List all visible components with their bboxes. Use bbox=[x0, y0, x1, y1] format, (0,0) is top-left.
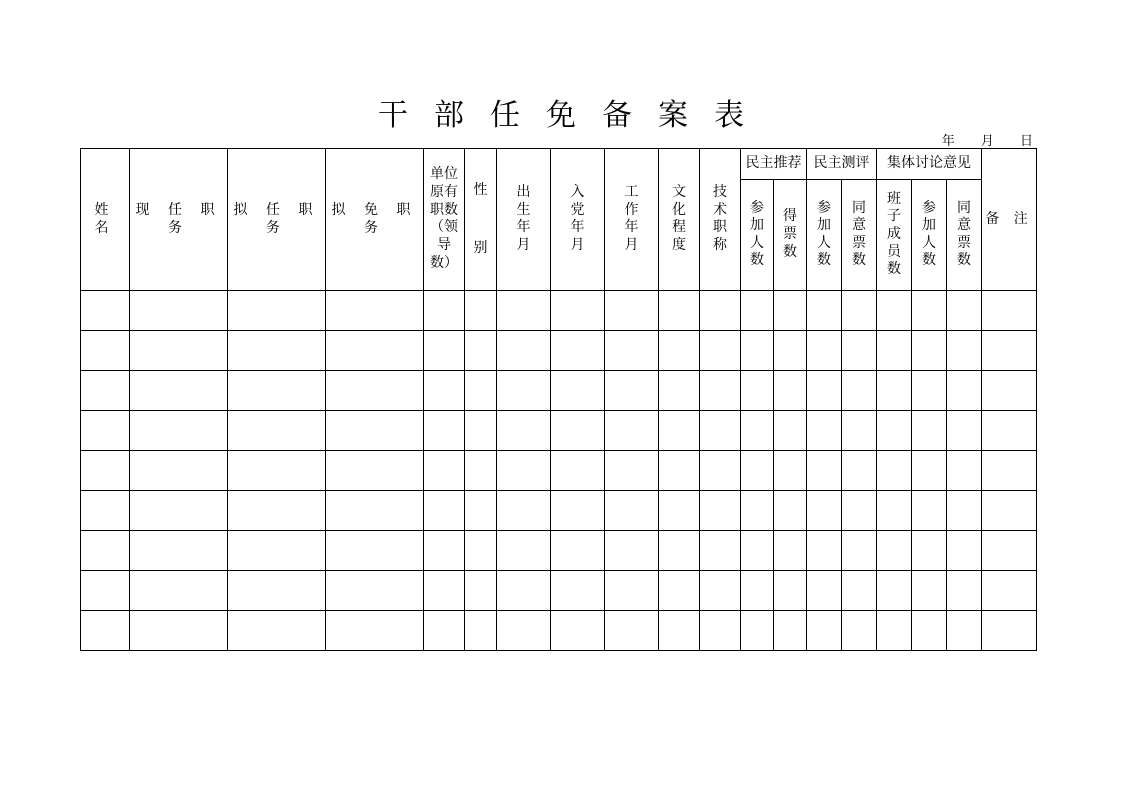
table-cell bbox=[877, 331, 912, 371]
table-row bbox=[81, 451, 1037, 491]
header-ass-agree: 同意票数 bbox=[852, 199, 866, 269]
header-party: 入党年月 bbox=[570, 184, 585, 253]
table-cell bbox=[424, 611, 465, 651]
table-cell bbox=[659, 291, 700, 331]
table-cell bbox=[605, 491, 659, 531]
header-name: 姓 名 bbox=[81, 149, 130, 291]
header-dis-agree: 同意票数 bbox=[957, 199, 971, 269]
table-cell bbox=[807, 451, 842, 491]
table-cell bbox=[497, 411, 551, 451]
table-cell bbox=[605, 611, 659, 651]
table-cell bbox=[842, 491, 877, 531]
table-cell bbox=[228, 291, 326, 331]
header-ass-participants: 参加人数 bbox=[817, 199, 831, 269]
table-cell bbox=[842, 531, 877, 571]
table-cell bbox=[982, 531, 1037, 571]
table-cell bbox=[947, 371, 982, 411]
table-cell bbox=[465, 531, 497, 571]
table-cell bbox=[659, 611, 700, 651]
table-cell bbox=[947, 571, 982, 611]
table-cell bbox=[228, 331, 326, 371]
table-cell bbox=[228, 611, 326, 651]
header-sex-1: 性 bbox=[473, 181, 488, 198]
header-sex-2: 别 bbox=[473, 239, 488, 256]
table-cell bbox=[947, 411, 982, 451]
table-cell bbox=[130, 531, 228, 571]
table-cell bbox=[605, 371, 659, 411]
table-cell bbox=[947, 531, 982, 571]
table-cell bbox=[741, 531, 774, 571]
header-group-discuss: 集体讨论意见 bbox=[877, 149, 982, 180]
table-cell bbox=[228, 411, 326, 451]
table-cell bbox=[81, 291, 130, 331]
table-cell bbox=[877, 371, 912, 411]
table-cell bbox=[842, 291, 877, 331]
table-cell bbox=[130, 451, 228, 491]
table-cell bbox=[326, 531, 424, 571]
table-cell bbox=[877, 611, 912, 651]
table-cell bbox=[130, 491, 228, 531]
table-cell bbox=[659, 451, 700, 491]
table-cell bbox=[81, 571, 130, 611]
table-cell bbox=[465, 411, 497, 451]
table-cell bbox=[659, 531, 700, 571]
table-cell bbox=[842, 611, 877, 651]
table-cell bbox=[130, 331, 228, 371]
table-cell bbox=[326, 411, 424, 451]
table-row bbox=[81, 331, 1037, 371]
table-cell bbox=[982, 331, 1037, 371]
table-cell bbox=[228, 571, 326, 611]
table-cell bbox=[497, 371, 551, 411]
table-cell bbox=[659, 331, 700, 371]
table-cell bbox=[81, 451, 130, 491]
header-dis-members: 班子成员数 bbox=[887, 190, 901, 278]
table-cell bbox=[465, 611, 497, 651]
table-cell bbox=[228, 531, 326, 571]
table-cell bbox=[741, 331, 774, 371]
table-cell bbox=[912, 531, 947, 571]
table-cell bbox=[982, 571, 1037, 611]
table-cell bbox=[774, 371, 807, 411]
header-birth: 出生年月 bbox=[516, 184, 531, 253]
table-cell bbox=[326, 291, 424, 331]
table-cell bbox=[912, 451, 947, 491]
table-cell bbox=[81, 531, 130, 571]
table-cell bbox=[741, 491, 774, 531]
table-cell bbox=[700, 371, 741, 411]
header-work: 工作年月 bbox=[624, 184, 639, 253]
table-cell bbox=[912, 371, 947, 411]
table-cell bbox=[81, 371, 130, 411]
header-unit-positions: 单位原有职数（领导数） bbox=[429, 166, 458, 271]
table-cell bbox=[605, 291, 659, 331]
table-cell bbox=[807, 611, 842, 651]
table-cell bbox=[877, 531, 912, 571]
table-cell bbox=[130, 291, 228, 331]
table-cell bbox=[465, 371, 497, 411]
header-tech-title: 技术职称 bbox=[713, 184, 727, 253]
header-group-recommend: 民主推荐 bbox=[741, 149, 807, 180]
table-cell bbox=[605, 571, 659, 611]
table-cell bbox=[326, 571, 424, 611]
table-cell bbox=[424, 571, 465, 611]
table-cell bbox=[551, 371, 605, 411]
table-row bbox=[81, 491, 1037, 531]
table-cell bbox=[912, 411, 947, 451]
table-cell bbox=[774, 531, 807, 571]
table-cell bbox=[465, 491, 497, 531]
table-cell bbox=[326, 451, 424, 491]
table-cell bbox=[877, 491, 912, 531]
date-line: 年 月 日 bbox=[941, 134, 1033, 149]
table-cell bbox=[877, 291, 912, 331]
table-cell bbox=[659, 411, 700, 451]
table-cell bbox=[774, 611, 807, 651]
table-cell bbox=[465, 291, 497, 331]
table-cell bbox=[81, 611, 130, 651]
table-cell bbox=[605, 411, 659, 451]
table-cell bbox=[774, 571, 807, 611]
table-cell bbox=[982, 411, 1037, 451]
table-row bbox=[81, 531, 1037, 571]
table-cell bbox=[807, 371, 842, 411]
table-cell bbox=[551, 571, 605, 611]
table-cell bbox=[877, 411, 912, 451]
table-cell bbox=[424, 451, 465, 491]
table-cell bbox=[228, 451, 326, 491]
table-cell bbox=[982, 491, 1037, 531]
table-cell bbox=[326, 491, 424, 531]
table-cell bbox=[912, 571, 947, 611]
table-cell bbox=[497, 611, 551, 651]
table-cell bbox=[947, 451, 982, 491]
table-cell bbox=[877, 451, 912, 491]
table-cell bbox=[700, 291, 741, 331]
table-cell bbox=[659, 571, 700, 611]
table-cell bbox=[774, 491, 807, 531]
table-cell bbox=[497, 491, 551, 531]
table-cell bbox=[700, 451, 741, 491]
table-cell bbox=[700, 491, 741, 531]
table-cell bbox=[605, 451, 659, 491]
table-cell bbox=[741, 411, 774, 451]
table-cell bbox=[497, 451, 551, 491]
table-cell bbox=[605, 331, 659, 371]
table-cell bbox=[326, 371, 424, 411]
table-cell bbox=[424, 291, 465, 331]
table-cell bbox=[774, 331, 807, 371]
table-cell bbox=[774, 451, 807, 491]
table-cell bbox=[659, 371, 700, 411]
table-row bbox=[81, 291, 1037, 331]
table-cell bbox=[807, 531, 842, 571]
table-cell bbox=[424, 411, 465, 451]
table-cell bbox=[741, 571, 774, 611]
table-cell bbox=[982, 291, 1037, 331]
table-row bbox=[81, 611, 1037, 651]
table-cell bbox=[947, 491, 982, 531]
table-cell bbox=[465, 331, 497, 371]
table-row bbox=[81, 411, 1037, 451]
table-cell bbox=[551, 451, 605, 491]
header-rec-participants: 参加人数 bbox=[750, 199, 764, 269]
table-cell bbox=[551, 611, 605, 651]
table-cell bbox=[326, 611, 424, 651]
header-group-assess: 民主测评 bbox=[807, 149, 877, 180]
header-education: 文化程度 bbox=[672, 184, 686, 253]
table-cell bbox=[700, 571, 741, 611]
header-remarks: 备 注 bbox=[982, 149, 1037, 291]
table-row bbox=[81, 371, 1037, 411]
table-cell bbox=[741, 611, 774, 651]
table-cell bbox=[424, 491, 465, 531]
table-cell bbox=[130, 571, 228, 611]
table-cell bbox=[807, 491, 842, 531]
table-cell bbox=[842, 451, 877, 491]
table-cell bbox=[551, 491, 605, 531]
table-cell bbox=[912, 331, 947, 371]
table-cell bbox=[551, 411, 605, 451]
table-cell bbox=[700, 531, 741, 571]
table-cell bbox=[741, 371, 774, 411]
table-cell bbox=[807, 331, 842, 371]
cadre-appointment-table bbox=[80, 148, 1037, 651]
table-cell bbox=[497, 571, 551, 611]
table-cell bbox=[424, 371, 465, 411]
table-cell bbox=[741, 291, 774, 331]
table-cell bbox=[551, 331, 605, 371]
table-cell bbox=[700, 331, 741, 371]
table-cell bbox=[912, 491, 947, 531]
table-cell bbox=[605, 531, 659, 571]
table-cell bbox=[228, 491, 326, 531]
table-cell bbox=[741, 451, 774, 491]
table-cell bbox=[774, 291, 807, 331]
table-cell bbox=[700, 411, 741, 451]
table-cell bbox=[912, 291, 947, 331]
table-cell bbox=[130, 371, 228, 411]
table-cell bbox=[228, 371, 326, 411]
table-cell bbox=[130, 411, 228, 451]
table-cell bbox=[842, 331, 877, 371]
table-cell bbox=[424, 531, 465, 571]
page-title: 干部任免备案表 bbox=[378, 98, 770, 133]
table-cell bbox=[807, 571, 842, 611]
table-cell bbox=[877, 571, 912, 611]
table-cell bbox=[807, 291, 842, 331]
table-cell bbox=[842, 371, 877, 411]
table-cell bbox=[982, 371, 1037, 411]
header-rec-votes: 得票数 bbox=[783, 208, 797, 260]
table-cell bbox=[700, 611, 741, 651]
table-cell bbox=[424, 331, 465, 371]
table-cell bbox=[465, 451, 497, 491]
table-cell bbox=[326, 331, 424, 371]
table-cell bbox=[551, 531, 605, 571]
table-cell bbox=[947, 291, 982, 331]
table-cell bbox=[81, 411, 130, 451]
header-proposed-post: 拟 任 职 务 bbox=[228, 149, 326, 291]
table-cell bbox=[774, 411, 807, 451]
table-cell bbox=[842, 411, 877, 451]
table-cell bbox=[497, 531, 551, 571]
table-cell bbox=[912, 611, 947, 651]
table-cell bbox=[130, 611, 228, 651]
table-cell bbox=[81, 331, 130, 371]
header-current-post: 现 任 职 务 bbox=[130, 149, 228, 291]
table-cell bbox=[497, 331, 551, 371]
table-cell bbox=[947, 331, 982, 371]
table-row bbox=[81, 571, 1037, 611]
header-proposed-removal: 拟 免 职 务 bbox=[326, 149, 424, 291]
table-cell bbox=[497, 291, 551, 331]
table-cell bbox=[807, 411, 842, 451]
table-cell bbox=[947, 611, 982, 651]
table-cell bbox=[659, 491, 700, 531]
table-cell bbox=[465, 571, 497, 611]
table-cell bbox=[81, 491, 130, 531]
table-cell bbox=[551, 291, 605, 331]
table-cell bbox=[982, 611, 1037, 651]
table-cell bbox=[982, 451, 1037, 491]
header-dis-participants: 参加人数 bbox=[922, 199, 936, 269]
table-cell bbox=[842, 571, 877, 611]
